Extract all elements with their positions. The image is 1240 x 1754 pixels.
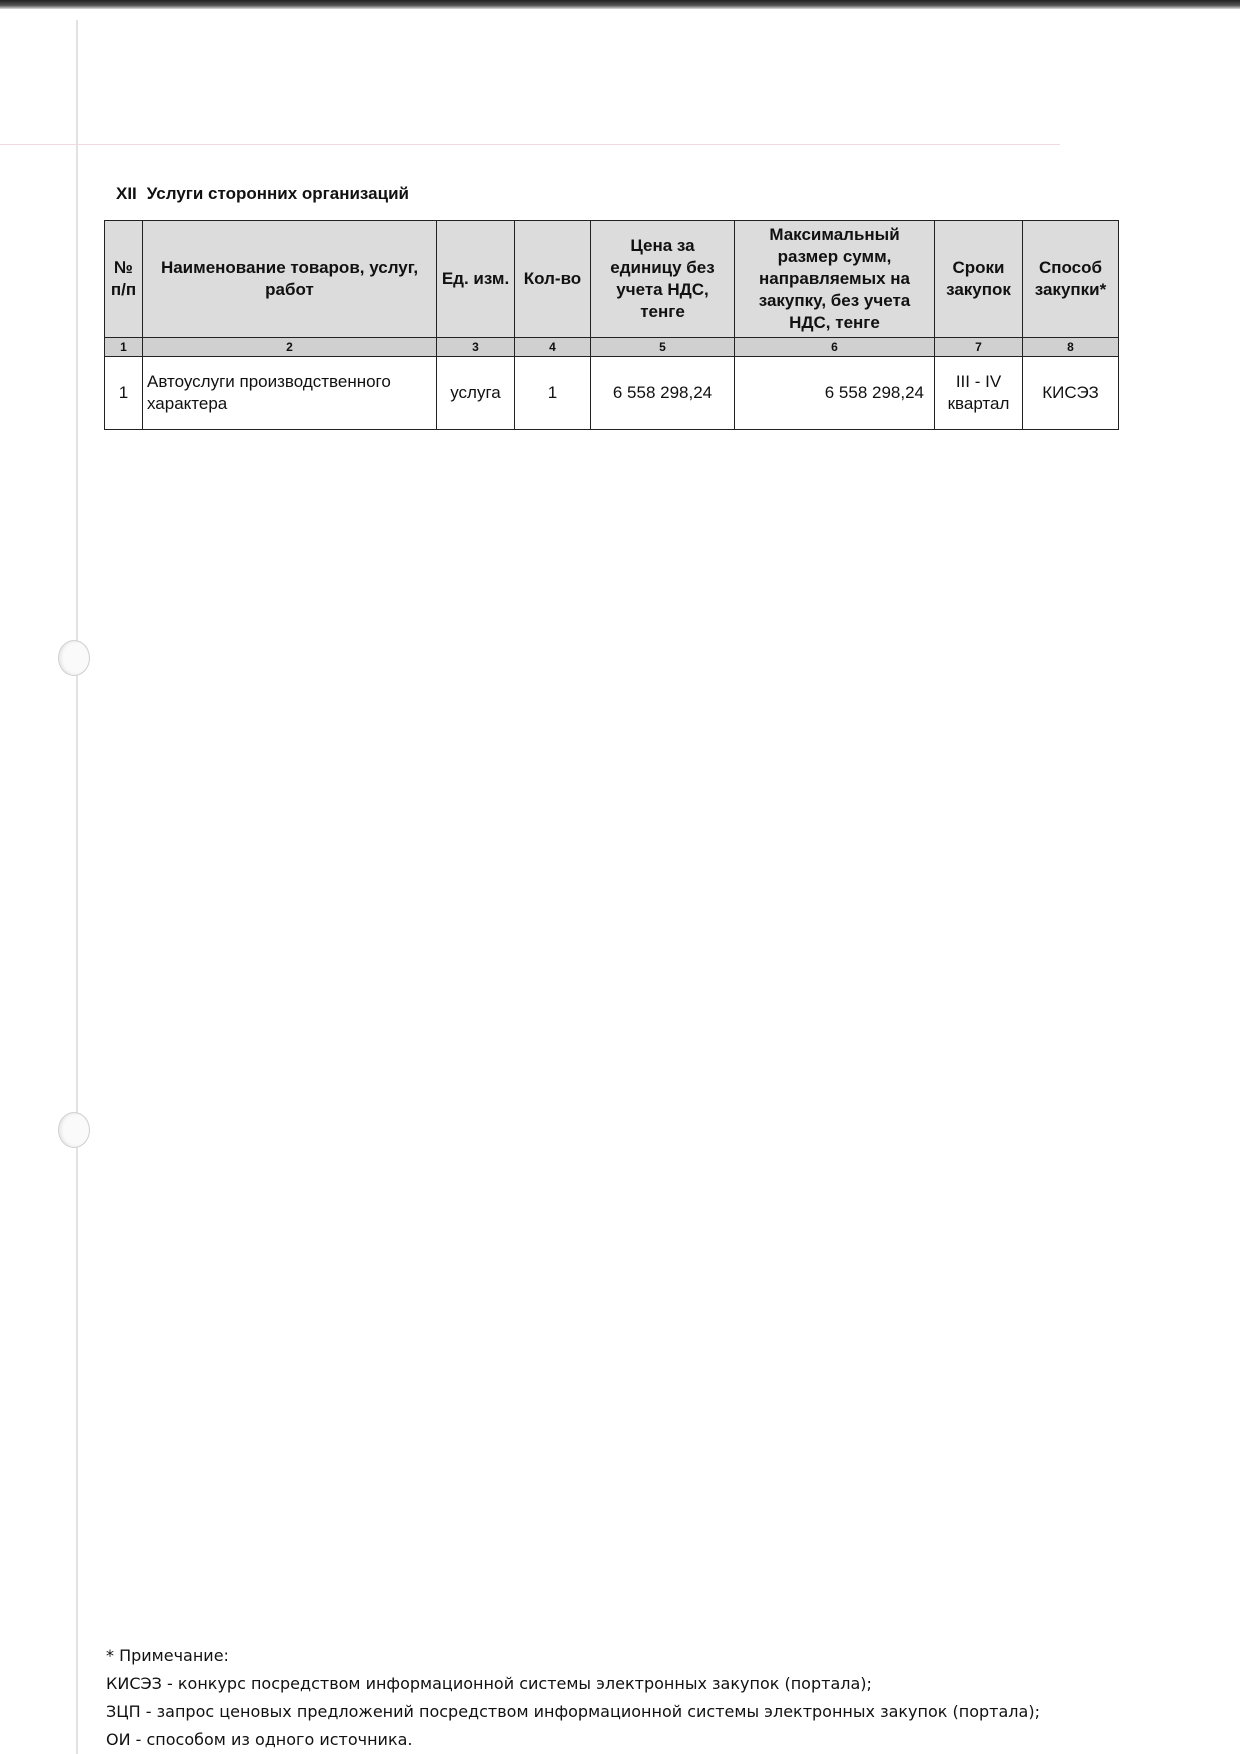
punch-hole [58,640,90,676]
page-rule-line [0,144,1060,145]
column-number: 6 [735,338,935,357]
table-header-row [105,221,1119,338]
cell-qty: 1 [515,357,591,430]
column-number: 1 [105,338,143,357]
header-method: Способ закупки* [1023,221,1119,338]
footnote-line: КИСЭЗ - конкурс посредством информационной системы электронных закупок (портала); [106,1674,872,1693]
column-number: 4 [515,338,591,357]
section-title-text: Услуги сторонних организаций [146,184,409,203]
header-max-sum: Максимальный размер сумм, направляемых на закупку, без учета НДС, тенге [735,221,935,338]
cell-max-sum: 6 558 298,24 [735,357,935,430]
footnote-line: ЗЦП - запрос ценовых предложений посредством информационной системы электронных закупок (портала); [106,1702,1040,1721]
cell-unit: услуга [437,357,515,430]
cell-num: 1 [105,357,143,430]
footnote-line: ОИ - способом из одного источника. [106,1730,413,1749]
header-price: Цена за единицу без учета НДС, тенге [591,221,735,338]
column-number-row [105,338,1119,357]
cell-period: III - IV квартал [935,357,1023,430]
header-qty: Кол-во [515,221,591,338]
column-number: 8 [1023,338,1119,357]
column-number: 3 [437,338,515,357]
footnote [106,1642,1040,1754]
header-period: Сроки закупок [935,221,1023,338]
section-heading [116,184,409,204]
cell-price: 6 558 298,24 [591,357,735,430]
header-unit: Ед. изм. [437,221,515,338]
section-number: XII [116,184,137,203]
table-row [105,357,1119,430]
cell-name: Автоуслуги производственного характера [143,357,437,430]
cell-method: КИСЭЗ [1023,357,1119,430]
header-name: Наименование товаров, услуг, работ [143,221,437,338]
column-number: 7 [935,338,1023,357]
column-number: 5 [591,338,735,357]
footnote-title: * Примечание: [106,1646,229,1665]
page-fold-line [76,20,78,1754]
column-number: 2 [143,338,437,357]
punch-hole [58,1112,90,1148]
header-num: № п/п [105,221,143,338]
scan-edge-shadow [0,0,1240,9]
procurement-table [104,220,1119,430]
